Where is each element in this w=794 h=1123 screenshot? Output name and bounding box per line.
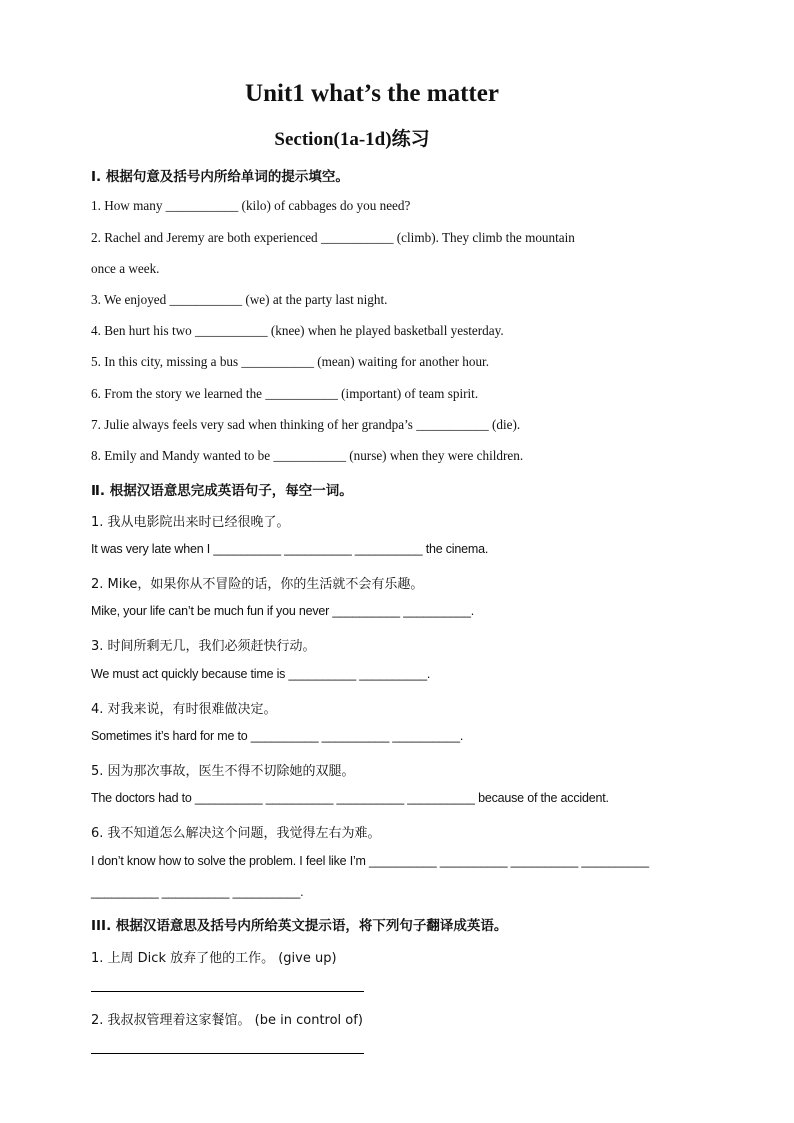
exercise-line: 3. We enjoyed ___________ (we) at the party last night. [91,292,388,307]
english-sentence: Mike, your life can’t be much fun if you never __________ __________. [91,604,474,618]
section-2-heading: Ⅱ. 根据汉语意思完成英语句子，每空一词。 [91,483,353,499]
page-subtitle: Section(1a-1d)练习 [274,129,430,150]
exercise-line: 6. From the story we learned the ___________ (important) of team spirit. [91,386,479,401]
chinese-prompt: 5. 因为那次事故，医生不得不切除她的双腿。 [91,764,355,779]
english-sentence-continued: __________ __________ __________. [91,885,304,899]
exercise-line: 4. Ben hurt his two ___________ (knee) when he played basketball yesterday. [91,323,504,338]
chinese-prompt: 2. Mike，如果你从不冒险的话，你的生活就不会有乐趣。 [91,577,424,592]
answer-line [91,991,364,992]
translation-prompt: 2. 我叔叔管理着这家餐馆。 (be in control of) [91,1013,363,1028]
exercise-line: 5. In this city, missing a bus ___________ (mean) waiting for another hour. [91,354,490,369]
english-sentence: Sometimes it’s hard for me to __________ __________ __________. [91,729,464,743]
page-title: Unit1 what’s the matter [245,80,499,107]
section-3-heading: III. 根据汉语意思及括号内所给英文提示语，将下列句子翻译成英语。 [91,918,508,934]
section-1-heading: Ⅰ. 根据句意及括号内所给单词的提示填空。 [91,169,349,185]
exercise-line: once a week. [91,261,160,276]
exercise-line: 1. How many ___________ (kilo) of cabbages do you need? [91,198,411,213]
english-sentence: The doctors had to __________ __________ __________ __________ because of the accident. [91,791,609,805]
exercise-line: 8. Emily and Mandy wanted to be ___________ (nurse) when they were children. [91,448,524,463]
exercise-line: 2. Rachel and Jeremy are both experienced ___________ (climb). They climb the mountain [91,230,575,245]
chinese-prompt: 6. 我不知道怎么解决这个问题，我觉得左右为难。 [91,826,381,841]
english-sentence: It was very late when I __________ __________ __________ the cinema. [91,542,489,556]
answer-line [91,1053,364,1054]
english-sentence: We must act quickly because time is __________ __________. [91,667,431,681]
english-sentence: I don’t know how to solve the problem. I feel like I’m __________ __________ __________ __________ [91,854,649,868]
chinese-prompt: 3. 时间所剩无几，我们必须赶快行动。 [91,639,316,654]
chinese-prompt: 1. 我从电影院出来时已经很晚了。 [91,515,290,530]
chinese-prompt: 4. 对我来说，有时很难做决定。 [91,702,277,717]
exercise-line: 7. Julie always feels very sad when thinking of her grandpa’s ___________ (die). [91,417,521,432]
translation-prompt: 1. 上周 Dick 放弃了他的工作。 (give up) [91,951,337,966]
